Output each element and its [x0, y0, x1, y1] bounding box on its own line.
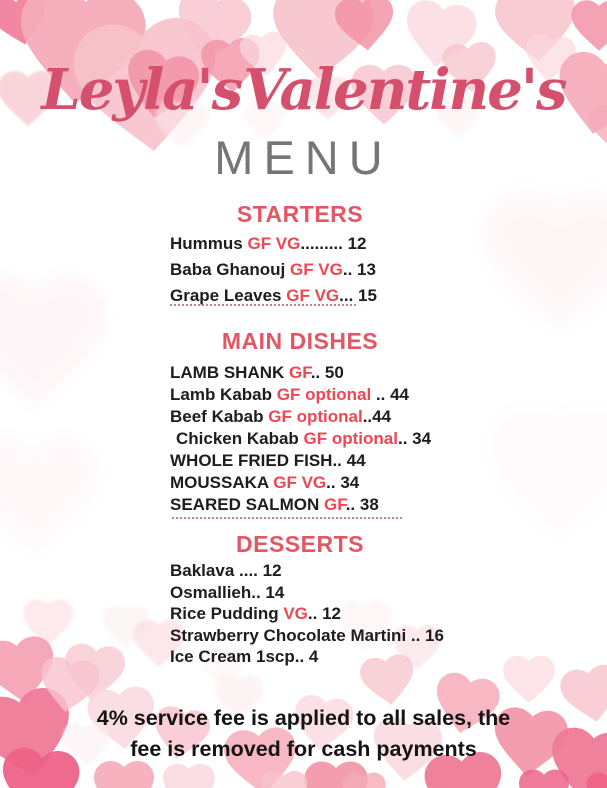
- item-price-dots: .. 12: [307, 604, 341, 623]
- item-name: Lamb Kabab: [170, 385, 277, 404]
- item-name: Chicken Kabab: [176, 429, 304, 448]
- item-price-dots: ......... 12: [300, 234, 367, 253]
- menu-item: [170, 494, 432, 516]
- item-name: Beef Kabab: [170, 407, 269, 426]
- dietary-tag: GF optional: [268, 407, 363, 426]
- menu-item: [170, 603, 432, 625]
- menu-item: [170, 472, 432, 494]
- item-name: Ice Cream 1scp: [170, 647, 295, 666]
- item-name: Rice Pudding: [170, 604, 284, 623]
- item-name: Strawberry Chocolate Martini: [170, 625, 411, 645]
- service-fee-line2: fee is removed for cash payments: [130, 737, 477, 761]
- service-fee-note: [0, 703, 607, 765]
- menu-item: [170, 582, 432, 604]
- dietary-tag: GF: [289, 363, 311, 382]
- dietary-tag: GF: [323, 495, 346, 514]
- dietary-tag: GF VG: [247, 234, 301, 253]
- item-name: MOUSSAKA: [170, 473, 274, 492]
- item-name: SEARED SALMON: [170, 495, 324, 514]
- menu-subtitle: MENU: [214, 131, 393, 184]
- menu-item: [170, 362, 432, 384]
- main-dishes-divider: [172, 517, 402, 519]
- item-name: Osmallieh: [170, 582, 252, 602]
- item-price-dots: .. 34: [397, 429, 432, 448]
- dietary-tag: GF optional: [276, 385, 372, 404]
- item-price-dots: .. 4: [294, 647, 319, 666]
- item-price-dots: .. 14: [251, 582, 285, 602]
- item-price-dots: .. 34: [326, 473, 360, 492]
- item-price-dots: .. 44: [371, 385, 409, 404]
- menu-item: [170, 646, 432, 668]
- item-price-dots: .. 16: [410, 625, 444, 645]
- desserts-list: [170, 560, 444, 668]
- menu-item: [170, 428, 432, 450]
- dietary-tag: GF VG: [289, 260, 343, 279]
- menu-item: [170, 384, 432, 406]
- starters-list: [170, 231, 432, 309]
- item-name: Grape Leaves: [170, 286, 287, 305]
- item-price-dots: .... 12: [239, 561, 282, 580]
- menu-item: [170, 625, 444, 647]
- dietary-tag: GF VG: [286, 286, 340, 305]
- section-heading-starters: STARTERS: [236, 201, 364, 227]
- title-part-leylas: Leyla's: [41, 57, 242, 123]
- item-name: Hummus: [170, 234, 248, 253]
- service-fee-line1: 4% service fee is applied to all sales, the: [96, 706, 511, 730]
- dietary-tag: GF optional: [303, 429, 398, 448]
- item-price-dots: .. 50: [310, 363, 344, 382]
- item-price-dots: .. 44: [332, 451, 366, 470]
- item-name: LAMB SHANK: [170, 363, 289, 382]
- menu-item: [170, 257, 432, 283]
- item-price-dots: ..44: [362, 407, 392, 426]
- menu-item: [170, 560, 432, 582]
- main-dishes-list: [170, 362, 432, 516]
- page-title: [0, 58, 607, 122]
- menu-item: [170, 406, 432, 428]
- item-name: Baklava: [170, 561, 239, 580]
- item-price-dots: .. 38: [345, 495, 379, 514]
- dietary-tag: VG: [283, 604, 308, 623]
- section-heading-main-dishes: MAIN DISHES: [221, 328, 379, 354]
- menu-item: [170, 450, 432, 472]
- section-heading-desserts: DESSERTS: [236, 531, 364, 557]
- item-name: Baba Ghanouj: [170, 260, 290, 279]
- menu-item: [170, 231, 432, 257]
- title-part-valentines: Valentine's: [243, 57, 566, 123]
- item-price-dots: ... 15: [339, 286, 377, 305]
- item-name: WHOLE FRIED FISH: [170, 451, 333, 470]
- dietary-tag: GF VG: [273, 473, 327, 492]
- item-price-dots: .. 13: [342, 260, 376, 279]
